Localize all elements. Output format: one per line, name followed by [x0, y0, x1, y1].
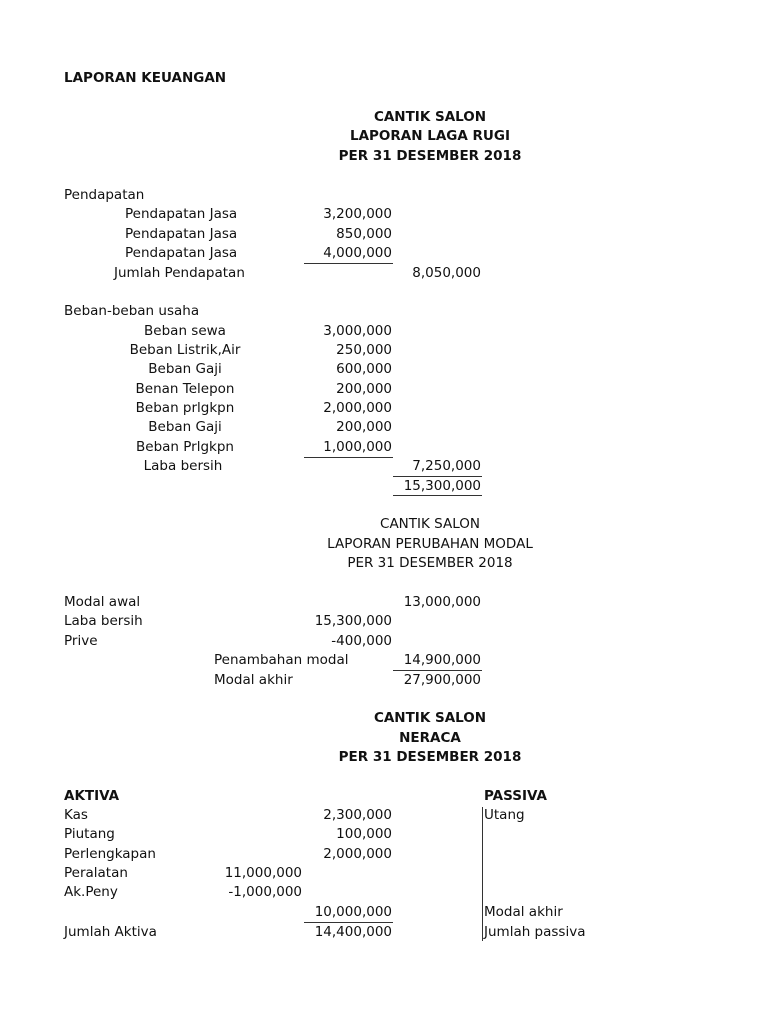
- document-title: LAPORAN KEUANGAN: [64, 70, 227, 86]
- expense-item-amount: 200,000: [336, 419, 392, 435]
- initial-capital-label: Modal awal: [64, 594, 141, 610]
- net-income-underline: [393, 495, 482, 496]
- expense-item-label: Benan Telepon: [135, 381, 235, 397]
- income-title: LAPORAN LAGA RUGI: [349, 128, 510, 144]
- prive-label: Prive: [64, 633, 98, 649]
- income-company: CANTIK SALON: [373, 109, 487, 125]
- final-capital-amount: 27,900,000: [403, 672, 481, 688]
- expense-item-amount: 3,000,000: [323, 323, 392, 339]
- revenue-item-amount: 4,000,000: [323, 245, 392, 261]
- depreciation-label: Ak.Peny: [64, 884, 118, 900]
- revenue-item-amount: 850,000: [336, 226, 392, 242]
- net-equipment-amount: 10,000,000: [314, 904, 392, 920]
- expense-item-label: Beban Gaji: [148, 361, 222, 377]
- revenue-section-label: Pendapatan: [64, 187, 145, 203]
- cash-amount: 2,300,000: [323, 807, 392, 823]
- income-date: PER 31 DESEMBER 2018: [338, 148, 522, 164]
- final-capital-liability-label: Modal akhir: [484, 904, 563, 920]
- total-revenue-amount: 8,050,000: [412, 265, 481, 281]
- debt-label: Utang: [484, 807, 525, 823]
- balance-column-divider: [482, 807, 483, 941]
- assets-heading: AKTIVA: [64, 788, 120, 804]
- equity-net-income-label: Laba bersih: [64, 613, 143, 629]
- net-income-amount: 15,300,000: [403, 478, 481, 494]
- equity-net-income-amount: 15,300,000: [314, 613, 392, 629]
- supplies-amount: 2,000,000: [323, 846, 392, 862]
- liabilities-heading: PASSIVA: [484, 788, 547, 804]
- expense-item-label: Beban Gaji: [148, 419, 222, 435]
- equity-title: LAPORAN PERUBAHAN MODAL: [327, 536, 533, 552]
- expense-item-amount: 1,000,000: [323, 439, 392, 455]
- receivables-amount: 100,000: [336, 826, 392, 842]
- total-revenue-label: Jumlah Pendapatan: [114, 265, 245, 281]
- expense-section-label: Beban-beban usaha: [64, 303, 200, 319]
- expense-item-amount: 250,000: [336, 342, 392, 358]
- expense-item-label: Beban prlgkpn: [135, 400, 235, 416]
- revenue-subtotal-rule: [304, 263, 393, 264]
- expense-item-label: Beban Listrik,Air: [129, 342, 241, 358]
- supplies-label: Perlengkapan: [64, 846, 156, 862]
- total-expense-amount: 7,250,000: [412, 458, 481, 474]
- expense-item-amount: 600,000: [336, 361, 392, 377]
- depreciation-amount: -1,000,000: [228, 884, 302, 900]
- revenue-item-label: Pendapatan Jasa: [125, 226, 238, 242]
- final-capital-label: Modal akhir: [214, 672, 293, 688]
- net-income-label: Laba bersih: [143, 458, 223, 474]
- balance-company: CANTIK SALON: [373, 710, 487, 726]
- capital-increase-label: Penambahan modal: [214, 652, 349, 668]
- prive-amount: -400,000: [331, 633, 392, 649]
- cash-label: Kas: [64, 807, 88, 823]
- revenue-item-label: Pendapatan Jasa: [125, 206, 238, 222]
- total-assets-label: Jumlah Aktiva: [64, 924, 157, 940]
- total-liabilities-label: Jumlah passiva: [484, 924, 586, 940]
- expense-item-amount: 2,000,000: [323, 400, 392, 416]
- equipment-amount: 11,000,000: [224, 865, 302, 881]
- equity-company: CANTIK SALON: [380, 516, 480, 532]
- capital-increase-rule: [393, 670, 482, 671]
- expense-item-label: Beban Prlgkpn: [136, 439, 234, 455]
- receivables-label: Piutang: [64, 826, 115, 842]
- total-assets-amount: 14,400,000: [314, 924, 392, 940]
- revenue-item-amount: 3,200,000: [323, 206, 392, 222]
- capital-increase-amount: 14,900,000: [403, 652, 481, 668]
- equity-date: PER 31 DESEMBER 2018: [347, 555, 513, 571]
- expense-subtotal-rule: [304, 457, 393, 458]
- total-assets-rule: [304, 922, 393, 923]
- revenue-item-label: Pendapatan Jasa: [125, 245, 238, 261]
- expense-item-label: Beban sewa: [144, 323, 226, 339]
- initial-capital-amount: 13,000,000: [403, 594, 481, 610]
- equipment-label: Peralatan: [64, 865, 128, 881]
- balance-date: PER 31 DESEMBER 2018: [338, 749, 522, 765]
- net-income-rule: [393, 476, 482, 477]
- balance-title: NERACA: [399, 730, 461, 746]
- expense-item-amount: 200,000: [336, 381, 392, 397]
